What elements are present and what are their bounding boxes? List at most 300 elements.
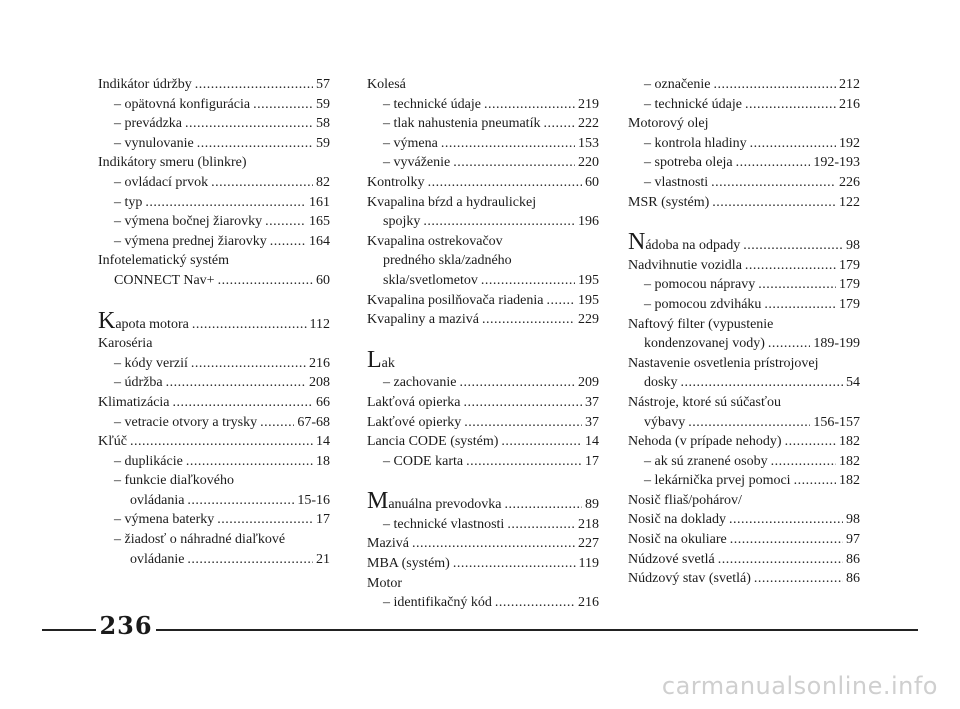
index-entry-label xyxy=(383,251,512,271)
index-entry-page: 57 xyxy=(316,77,330,92)
index-entry xyxy=(98,491,330,511)
dot-leader xyxy=(218,271,313,291)
dot-leader xyxy=(711,173,836,193)
index-entry-text: skla/svetlometov xyxy=(383,272,478,288)
index-entry-text: – technické údaje xyxy=(383,96,481,112)
index-entry xyxy=(367,173,599,193)
index-entry-label xyxy=(367,413,461,433)
index-entry xyxy=(98,271,330,291)
index-entry-page: 37 xyxy=(585,394,599,410)
index-entry-label xyxy=(367,75,406,95)
index-entry-text: Mazivá xyxy=(367,536,409,552)
index-entry xyxy=(98,413,330,433)
index-entry-label xyxy=(114,134,194,154)
index-entry-page: 220 xyxy=(578,155,599,171)
index-entry-page: 89 xyxy=(585,497,599,513)
dot-leader xyxy=(145,193,306,213)
index-entry-label xyxy=(367,346,395,374)
index-entry xyxy=(98,75,330,95)
index-entry-page: 229 xyxy=(578,312,599,328)
index-entry-text: apota motora xyxy=(115,316,189,332)
index-entry-label xyxy=(367,291,543,311)
index-entry xyxy=(628,510,860,530)
index-entry xyxy=(367,232,599,252)
index-entry-text: ádoba na odpady xyxy=(645,238,741,254)
index-entry-label xyxy=(367,534,409,554)
index-entry xyxy=(98,173,330,193)
dot-leader xyxy=(463,393,582,413)
index-entry xyxy=(98,251,330,271)
index-entry xyxy=(367,310,599,330)
index-entry xyxy=(628,530,860,550)
index-entry-label xyxy=(114,471,234,491)
index-entry-label xyxy=(114,114,182,134)
dot-leader xyxy=(482,310,575,330)
dot-leader xyxy=(680,373,843,393)
index-entry xyxy=(628,491,860,511)
index-entry-page: 112 xyxy=(309,316,330,332)
index-entry-page: 54 xyxy=(846,375,860,391)
dot-leader xyxy=(253,95,313,115)
index-entry-page: 165 xyxy=(309,214,330,230)
dot-leader xyxy=(130,432,313,452)
index-entry xyxy=(628,275,860,295)
index-entry-label xyxy=(114,452,183,472)
index-entry-label xyxy=(644,373,677,393)
dot-leader xyxy=(186,452,313,472)
index-entry xyxy=(628,334,860,354)
index-entry-text: – vlastnosti xyxy=(644,174,709,190)
index-entry xyxy=(367,488,599,515)
index-entry-text: MBA (systém) xyxy=(367,556,450,572)
dot-leader xyxy=(754,569,843,589)
index-entry-page: 97 xyxy=(846,532,860,548)
index-entry-label xyxy=(628,114,709,134)
index-entry-text: Kvapalina ostrekovačov xyxy=(367,233,503,249)
index-entry-text: – kontrola hladiny xyxy=(644,135,747,151)
index-entry-text: ovládanie xyxy=(130,551,185,567)
index-entry xyxy=(98,153,330,173)
index-entry-label xyxy=(114,212,262,232)
index-entry-page: 67-68 xyxy=(297,414,330,430)
index-entry-label xyxy=(628,530,727,550)
index-entry-label xyxy=(367,310,479,330)
index-entry xyxy=(628,432,860,452)
index-entry xyxy=(367,534,599,554)
index-entry-text: – ovládací prvok xyxy=(114,174,209,190)
dot-leader xyxy=(459,373,575,393)
index-entry xyxy=(367,574,599,594)
index-entry-page: 98 xyxy=(846,512,860,528)
index-entry-text: dosky xyxy=(644,375,678,391)
dot-leader xyxy=(745,256,836,276)
index-entry xyxy=(98,550,330,570)
index-entry-page: 179 xyxy=(839,296,860,312)
dot-leader xyxy=(743,236,843,256)
index-entry-label xyxy=(114,232,267,252)
index-entry-text: Naftový filter (vypustenie xyxy=(628,316,774,332)
index-entry xyxy=(628,452,860,472)
index-entry-text: CONNECT Nav+ xyxy=(114,272,215,288)
index-entry-text: – typ xyxy=(114,194,143,210)
index-entry xyxy=(628,256,860,276)
index-entry-label xyxy=(114,95,250,115)
index-entry-page: 226 xyxy=(839,174,860,190)
index-entry-label xyxy=(98,432,127,452)
index-entry-page: 122 xyxy=(839,194,860,210)
index-entry xyxy=(98,471,330,491)
index-entry-text: Motor xyxy=(367,575,402,591)
index-entry-page: 219 xyxy=(578,96,599,112)
index-entry-text: – funkcie diaľkového xyxy=(114,473,234,489)
index-entry-text: Núdzové svetlá xyxy=(628,551,715,567)
index-entry-text: Kvapalina posilňovača riadenia xyxy=(367,292,544,308)
index-entry-label xyxy=(644,471,791,491)
dot-leader xyxy=(745,95,836,115)
index-entry-page: 218 xyxy=(578,516,599,532)
dot-leader xyxy=(495,593,575,613)
index-entry-page: 86 xyxy=(846,551,860,567)
index-entry-text: – lekárnička prvej pomoci xyxy=(644,473,791,489)
index-entry-page: 216 xyxy=(578,595,599,611)
index-entry-label xyxy=(114,530,285,550)
index-entry-text: ovládania xyxy=(130,492,185,508)
index-entry-page: 119 xyxy=(578,556,599,572)
dot-leader xyxy=(771,452,836,472)
dot-leader xyxy=(507,515,575,535)
dot-leader xyxy=(412,534,575,554)
index-entry-text: – duplikácie xyxy=(114,453,183,469)
index-entry-page: 212 xyxy=(839,77,860,92)
index-entry-label xyxy=(383,593,492,613)
index-entry-text: – prevádzka xyxy=(114,116,183,132)
index-entry-page: 86 xyxy=(846,571,860,587)
index-entry xyxy=(98,212,330,232)
index-entry xyxy=(98,334,330,354)
index-entry-page: 195 xyxy=(578,272,599,288)
index-entry-text: – spotreba oleja xyxy=(644,155,733,171)
index-entry-label xyxy=(644,413,685,433)
index-entry xyxy=(367,95,599,115)
index-entry-text: Klimatizácia xyxy=(98,394,170,410)
index-entry xyxy=(367,251,599,271)
index-entry-text: – ak sú zranené osoby xyxy=(644,453,768,469)
index-entry-page: 196 xyxy=(578,214,599,230)
index-entry-text: predného skla/zadného xyxy=(383,253,512,269)
index-entry xyxy=(367,432,599,452)
index-entry-label xyxy=(367,393,460,413)
index-entry-text: – identifikačný kód xyxy=(383,595,492,611)
index-entry-text: MSR (systém) xyxy=(628,194,710,210)
index-entry-label xyxy=(628,569,751,589)
index-entry-text: Nosič fliaš/pohárov/ xyxy=(628,492,742,508)
index-entry xyxy=(367,413,599,433)
index-entry-label xyxy=(383,373,456,393)
index-entry-label xyxy=(114,271,215,291)
index-entry-label xyxy=(628,256,742,276)
index-entry-page: 179 xyxy=(839,257,860,273)
dot-leader xyxy=(501,432,582,452)
index-entry-text: – kódy verzií xyxy=(114,355,188,371)
index-entry xyxy=(98,232,330,252)
index-entry xyxy=(628,315,860,335)
index-entry xyxy=(628,134,860,154)
index-entry xyxy=(367,193,599,213)
index-entry-text: Kvapaliny a mazivá xyxy=(367,312,479,328)
index-entry xyxy=(367,212,599,232)
index-entry xyxy=(628,413,860,433)
dot-leader xyxy=(730,530,843,550)
index-entry-label xyxy=(130,550,184,570)
index-entry xyxy=(367,153,599,173)
index-entry-page: 59 xyxy=(316,135,330,151)
index-entry xyxy=(98,307,330,335)
index-entry xyxy=(367,346,599,374)
index-entry-text: Nadvihnutie vozidla xyxy=(628,257,742,273)
index-entry-page: 66 xyxy=(316,394,330,410)
index-entry xyxy=(367,452,599,472)
dot-leader xyxy=(688,413,810,433)
index-entry-text: – výmena xyxy=(383,135,438,151)
index-entry-label xyxy=(367,554,450,574)
index-entry xyxy=(98,432,330,452)
index-entry-text: – výmena baterky xyxy=(114,512,215,528)
index-entry-page: 179 xyxy=(839,277,860,293)
footer-rule-right xyxy=(156,629,918,631)
index-entry-label xyxy=(644,95,742,115)
index-entry-text: – vyváženie xyxy=(383,155,451,171)
index-entry-label xyxy=(98,334,152,354)
index-entry-label xyxy=(367,193,536,213)
index-entry-label xyxy=(98,393,170,413)
index-entry-text: Indikátor údržby xyxy=(98,77,192,92)
watermark-link[interactable]: carmanualsonline.info xyxy=(661,672,938,700)
index-entry xyxy=(367,393,599,413)
index-entry-text: – pomocou nápravy xyxy=(644,277,756,293)
index-entry-page: 182 xyxy=(839,453,860,469)
index-entry-label xyxy=(644,275,755,295)
dot-leader xyxy=(713,75,836,95)
index-entry-label xyxy=(628,193,709,213)
dot-leader xyxy=(712,193,836,213)
index-entry-label xyxy=(383,515,504,535)
index-entry-page: 182 xyxy=(839,473,860,489)
index-entry-text: Karoséria xyxy=(98,336,153,352)
index-entry-label xyxy=(383,212,420,232)
index-column-1 xyxy=(98,75,330,569)
index-entry-label xyxy=(644,134,747,154)
dot-leader xyxy=(185,114,313,134)
dot-leader xyxy=(195,75,313,95)
index-entry-label xyxy=(367,432,498,452)
index-entry-label xyxy=(367,574,402,594)
index-entry-text: – technické vlastnosti xyxy=(383,516,505,532)
dot-leader xyxy=(543,114,575,134)
index-entry-text: – údržba xyxy=(114,375,163,391)
index-entry-page: 21 xyxy=(316,551,330,567)
index-entry-page: 189-199 xyxy=(813,336,860,352)
index-entry-text: Kľúč xyxy=(98,434,128,450)
index-entry xyxy=(628,550,860,570)
index-entry-text: kondenzovanej vody) xyxy=(644,336,765,352)
index-entry-text: spojky xyxy=(383,214,421,230)
index-entry-text: Kvapalina bŕzd a hydraulickej xyxy=(367,194,537,210)
dot-leader xyxy=(481,271,575,291)
dot-leader xyxy=(441,134,575,154)
index-entry-text: – označenie xyxy=(644,77,711,92)
index-entry xyxy=(367,271,599,291)
index-entry-label xyxy=(644,334,765,354)
dot-leader xyxy=(718,550,843,570)
index-entry xyxy=(367,373,599,393)
index-entry-label xyxy=(628,432,782,452)
index-entry xyxy=(98,373,330,393)
index-entry-text: Nosič na doklady xyxy=(628,512,726,528)
index-entry-page: 60 xyxy=(316,272,330,288)
index-entry-label xyxy=(383,153,450,173)
index-entry-label xyxy=(367,173,425,193)
index-entry-label xyxy=(130,491,184,511)
index-entry-text: Lakťová opierka xyxy=(367,394,461,410)
index-entry-text: – výmena prednej žiarovky xyxy=(114,233,267,249)
index-entry xyxy=(98,114,330,134)
index-entry-text: – výmena bočnej žiarovky xyxy=(114,214,263,230)
index-entry-label xyxy=(114,173,208,193)
index-entry-page: 60 xyxy=(585,174,599,190)
index-entry-label xyxy=(628,393,781,413)
dot-leader xyxy=(265,212,306,232)
index-entry xyxy=(367,554,599,574)
index-entry-page: 58 xyxy=(316,116,330,132)
dot-leader xyxy=(764,295,836,315)
index-entry-page: 208 xyxy=(309,375,330,391)
index-entry-page: 14 xyxy=(585,434,599,450)
index-entry-text: – vynulovanie xyxy=(114,135,194,151)
section-initial-letter: K xyxy=(98,307,116,334)
index-entry-text: výbavy xyxy=(644,414,686,430)
dot-leader xyxy=(187,491,294,511)
index-column-3 xyxy=(628,75,860,589)
index-entry-text: Kolesá xyxy=(367,77,406,92)
index-entry-text: – technické údaje xyxy=(644,96,742,112)
index-entry-label xyxy=(644,173,708,193)
index-entry-page: 192 xyxy=(839,135,860,151)
dot-leader xyxy=(758,275,836,295)
index-entry-text: Motorový olej xyxy=(628,116,709,132)
index-entry-label xyxy=(98,307,189,335)
index-entry-page: 182 xyxy=(839,434,860,450)
index-entry-page: 15-16 xyxy=(297,492,330,508)
page-number: 236 xyxy=(99,611,153,640)
index-entry xyxy=(628,373,860,393)
index-entry-label xyxy=(114,373,163,393)
index-entry-label xyxy=(628,354,819,374)
dot-leader xyxy=(197,134,313,154)
index-entry-page: 216 xyxy=(309,355,330,371)
dot-leader xyxy=(750,134,836,154)
section-initial-letter: L xyxy=(367,346,382,373)
index-entry-text: Nehoda (v prípade nehody) xyxy=(628,434,782,450)
index-entry-page: 17 xyxy=(585,453,599,469)
index-entry xyxy=(98,393,330,413)
index-entry-page: 156-157 xyxy=(813,414,860,430)
index-entry xyxy=(98,452,330,472)
index-entry-label xyxy=(644,452,768,472)
dot-leader xyxy=(453,153,575,173)
index-entry xyxy=(628,569,860,589)
index-entry-text: Nastavenie osvetlenia prístrojovej xyxy=(628,355,819,371)
index-entry xyxy=(98,193,330,213)
index-entry-text: Núdzový stav (svetlá) xyxy=(628,571,751,587)
index-entry-page: 98 xyxy=(846,238,860,254)
index-entry-text: Infotelematický systém xyxy=(98,253,230,269)
index-entry xyxy=(367,114,599,134)
index-entry xyxy=(98,354,330,374)
index-entry xyxy=(628,393,860,413)
index-entry-page: 17 xyxy=(316,512,330,528)
index-entry-label xyxy=(628,550,715,570)
dot-leader xyxy=(217,510,313,530)
index-entry-text: – tlak nahustenia pneumatík xyxy=(383,116,541,132)
dot-leader xyxy=(191,354,306,374)
index-entry-label xyxy=(114,413,257,433)
index-entry-page: 153 xyxy=(578,135,599,151)
dot-leader xyxy=(736,153,811,173)
index-entry-page: 192-193 xyxy=(813,155,860,171)
index-entry-label xyxy=(114,193,142,213)
index-entry-page: 216 xyxy=(839,96,860,112)
index-entry-text: – žiadosť o náhradné diaľkové xyxy=(114,532,286,548)
index-entry-text: – CODE karta xyxy=(383,453,464,469)
index-entry-text: Lancia CODE (systém) xyxy=(367,434,499,450)
index-column-2 xyxy=(367,75,599,613)
dot-leader xyxy=(729,510,843,530)
index-entry-label xyxy=(98,75,192,95)
section-initial-letter: M xyxy=(367,488,389,515)
index-entry-label xyxy=(367,488,502,515)
index-entry-label xyxy=(383,95,481,115)
index-entry-page: 209 xyxy=(578,375,599,391)
index-entry-label xyxy=(644,295,761,315)
index-entry xyxy=(367,515,599,535)
index-entry-label xyxy=(98,251,229,271)
index-entry-text: Kontrolky xyxy=(367,174,425,190)
index-entry-text: Nosič na okuliare xyxy=(628,532,727,548)
index-entry-text: – vetracie otvory a trysky xyxy=(114,414,258,430)
index-entry xyxy=(628,471,860,491)
index-entry-page: 161 xyxy=(309,194,330,210)
dot-leader xyxy=(546,291,575,311)
index-entry xyxy=(98,510,330,530)
dot-leader xyxy=(270,232,306,252)
dot-leader xyxy=(484,95,575,115)
index-entry xyxy=(628,95,860,115)
index-entry-label xyxy=(383,114,540,134)
dot-leader xyxy=(785,432,836,452)
index-entry-page: 18 xyxy=(316,453,330,469)
dot-leader xyxy=(464,413,582,433)
dot-leader xyxy=(187,550,313,570)
dot-leader xyxy=(768,334,810,354)
index-entry-label xyxy=(114,354,188,374)
index-entry-label xyxy=(628,510,726,530)
index-entry xyxy=(367,593,599,613)
dot-leader xyxy=(466,452,582,472)
index-entry-page: 14 xyxy=(316,434,330,450)
index-entry xyxy=(98,530,330,550)
index-entry-label xyxy=(98,153,247,173)
index-entry-page: 222 xyxy=(578,116,599,132)
